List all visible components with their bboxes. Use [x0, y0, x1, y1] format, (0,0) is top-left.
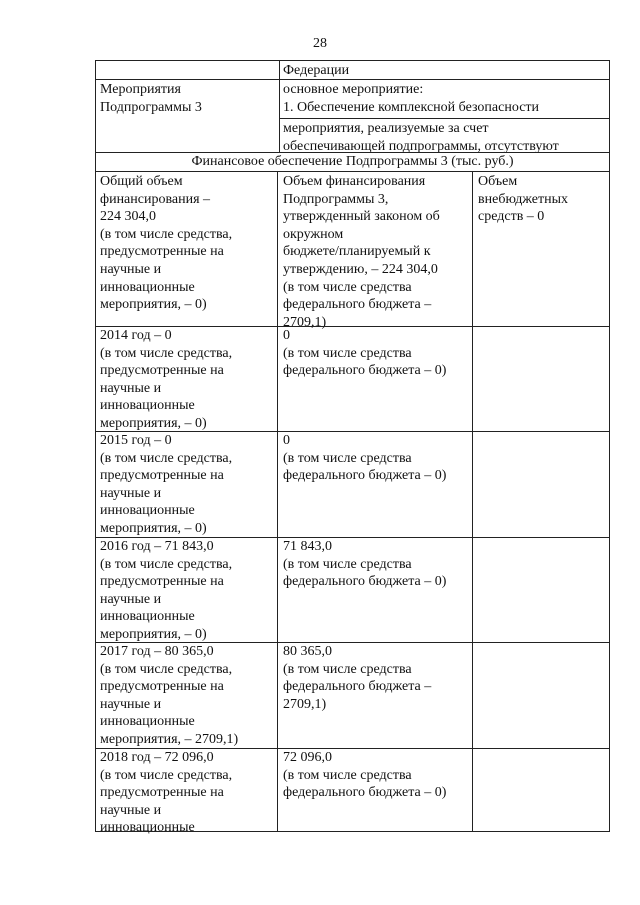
finance-col-divider-1 [277, 171, 278, 832]
finance-col-divider-2 [472, 171, 473, 832]
finance-heading-line [95, 171, 610, 172]
finance-heading: Финансовое обеспечение Подпрограммы 3 (тыс. руб.) [191, 154, 514, 169]
table-row-2017-budget: 80 365,0 (в том числе средства федерального бюджета – 2709,1) [283, 644, 432, 712]
funded-events-text: мероприятия, реализуемые за счет обеспечивающей подпрограммы, отсутствуют [283, 121, 559, 154]
main-event-text: основное мероприятие: 1. Обеспечение комплексной безопасности [283, 82, 540, 115]
budget-financing-header: Объем финансирования Подпрограммы 3, утвержденный законом об окружном бюджете/планируемый к утверждению, – 224 304,0 (в том числе средства федерального бюджета – 2709,1) [283, 174, 440, 330]
extra-budget-header: Объем внебюджетных средств – 0 [478, 174, 569, 225]
table-row-2016-budget: 71 843,0 (в том числе средства федерального бюджета – 0) [283, 539, 447, 590]
table-row-2014-budget: 0 (в том числе средства федерального бюджета – 0) [283, 328, 447, 379]
federation-text: Федерации [283, 63, 350, 78]
table-row-2018-budget: 72 096,0 (в том числе средства федерального бюджета – 0) [283, 750, 447, 801]
top-section-row-line [95, 79, 610, 80]
top-section-divider [279, 60, 280, 152]
table-row-2016-total: 2016 год – 71 843,0 (в том числе средства, предусмотренные на научные и инновационные мероприятия, – 0) [100, 539, 233, 642]
table-row-2015-total: 2015 год – 0 (в том числе средства, предусмотренные на научные и инновационные мероприятия, – 0) [100, 433, 233, 536]
top-section-subrow-line [279, 118, 610, 119]
table-row-2017-total: 2017 год – 80 365,0 (в том числе средства, предусмотренные на научные и инновационные мероприятия, – 2709,1) [100, 644, 239, 747]
events-label: Мероприятия Подпрограммы 3 [100, 82, 202, 115]
page-number: 28 [313, 36, 327, 51]
table-row-2015-budget: 0 (в том числе средства федерального бюджета – 0) [283, 433, 447, 484]
table-row-2018-total: 2018 год – 72 096,0 (в том числе средства, предусмотренные на научные и инновационные [100, 750, 233, 836]
table-row-2014-total: 2014 год – 0 (в том числе средства, предусмотренные на научные и инновационные мероприятия, – 0) [100, 328, 233, 431]
total-financing-header: Общий объем финансирования – 224 304,0 (в том числе средства, предусмотренные на научные и инновационные мероприятия, – 0) [100, 174, 233, 313]
